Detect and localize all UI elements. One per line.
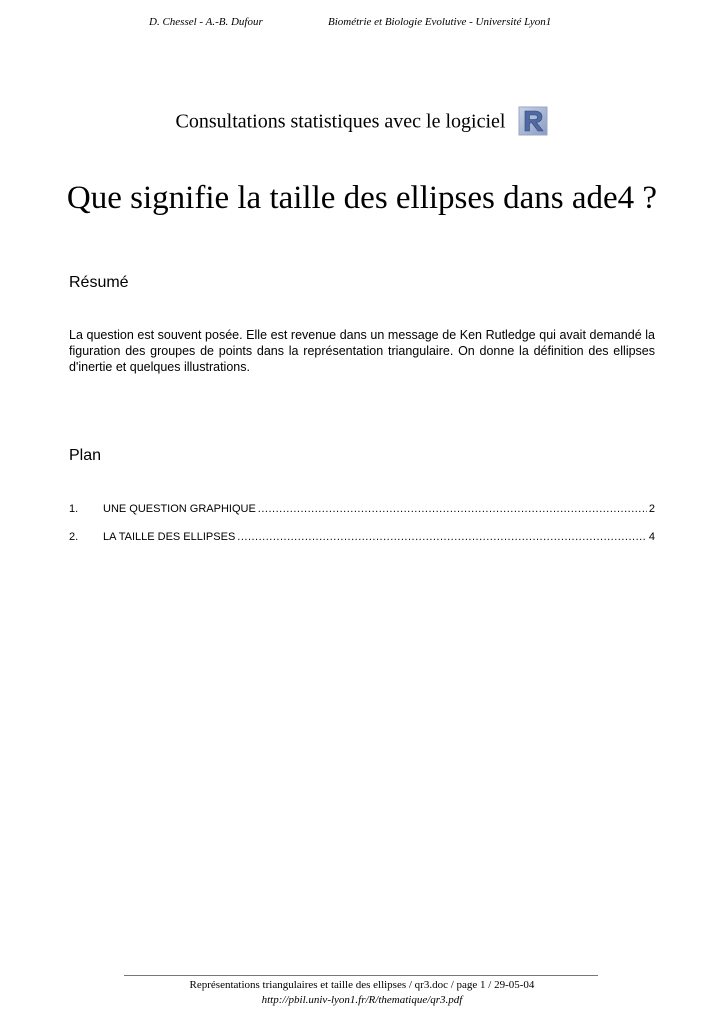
subtitle: Consultations statistiques avec le logiciel bbox=[175, 110, 506, 133]
header-authors: D. Chessel - A.-B. Dufour bbox=[149, 16, 263, 28]
toc-dot-leader bbox=[237, 531, 647, 543]
toc-item-title[interactable]: UNE QUESTION GRAPHIQUE bbox=[103, 503, 256, 515]
toc-item-page[interactable]: 4 bbox=[648, 531, 655, 543]
header-institution: Biométrie et Biologie Evolutive - Université Lyon1 bbox=[328, 16, 552, 28]
subtitle-row bbox=[0, 103, 724, 138]
toc-dot-leader bbox=[258, 503, 647, 515]
toc-item-taille-ellipses[interactable] bbox=[69, 531, 655, 545]
toc-item-number: 2. bbox=[69, 531, 79, 543]
page-header bbox=[0, 16, 724, 32]
toc-item-page[interactable]: 2 bbox=[648, 503, 655, 515]
footer-divider bbox=[124, 975, 598, 976]
page-footer bbox=[0, 978, 724, 1008]
footer-url[interactable]: http://pbil.univ-lyon1.fr/R/thematique/qr3.pdf bbox=[261, 994, 463, 1006]
toc-item-number: 1. bbox=[69, 503, 79, 515]
resume-text: La question est souvent posée. Elle est revenue dans un message de Ken Rutledge qui avait demandé la figuration des groupes de points dans la représentation triangulaire. On donne la définition des ellipses d'inertie et quelques illustrations. bbox=[69, 328, 655, 374]
plan-heading: Plan bbox=[69, 447, 102, 464]
page-title: Que signifie la taille des ellipses dans ade4 ? bbox=[66, 180, 658, 216]
footer-info: Représentations triangulaires et taille des ellipses / qr3.doc / page 1 / 29-05-04 bbox=[189, 979, 535, 991]
resume-heading: Résumé bbox=[69, 274, 129, 291]
toc-item-question-graphique[interactable] bbox=[69, 503, 655, 517]
r-logo-icon bbox=[518, 106, 548, 136]
toc-item-title[interactable]: LA TAILLE DES ELLIPSES bbox=[103, 531, 236, 543]
